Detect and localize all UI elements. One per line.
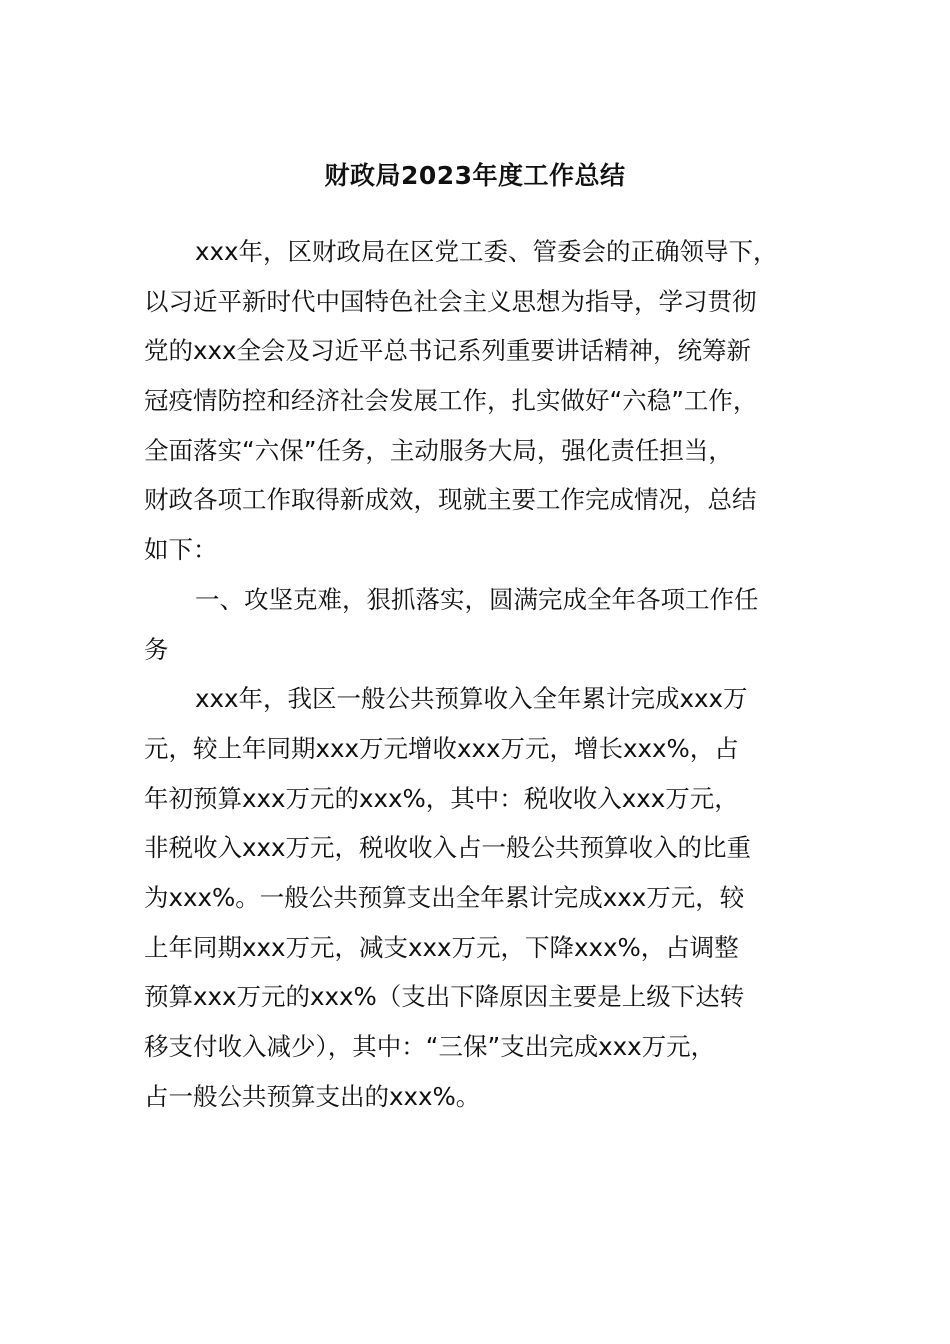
paragraph-line: 如下： xyxy=(144,535,218,565)
paragraph-line: 年初预算xxx万元的xxx%，其中：税收收入xxx万元， xyxy=(144,783,739,813)
paragraph-line: 占一般公共预算支出的xxx%。 xyxy=(144,1081,481,1111)
paragraph-line: xxx年，我区一般公共预算收入全年累计完成xxx万 xyxy=(195,684,748,714)
paragraph-line: 元，较上年同期xxx万元增收xxx万元，增长xxx%，占 xyxy=(144,733,739,763)
paragraph-line: 移支付收入减少），其中：“三保”支出完成xxx万元， xyxy=(144,1032,716,1061)
paragraph-line: 全面落实“六保”任务，主动服务大局，强化责任担当， xyxy=(144,435,733,465)
document-title: 财政局2023年度工作总结 xyxy=(324,161,626,190)
paragraph-line: 以习近平新时代中国特色社会主义思想为指导，学习贯彻 xyxy=(144,286,757,316)
paragraph-line: 非税收入xxx万元，税收收入占一般公共预算收入的比重 xyxy=(144,833,751,863)
paragraph-line: 冠疫情防控和经济社会发展工作，扎实做好“六稳”工作， xyxy=(144,386,758,416)
paragraph-line: 预算xxx万元的xxx%（支出下降原因主要是上级下达转 xyxy=(144,982,745,1012)
paragraph-line: xxx年，区财政局在区党工委、管委会的正确领导下， xyxy=(195,237,778,266)
section-heading-line: 务 xyxy=(144,634,169,664)
document-body xyxy=(144,227,812,1121)
paragraph-line: 为xxx%。一般公共预算支出全年累计完成xxx万元，较 xyxy=(144,882,745,912)
section-heading-line: 一、攻坚克难，狠抓落实，圆满完成全年各项工作任 xyxy=(195,584,759,614)
paragraph-line: 上年同期xxx万元，减支xxx万元，下降xxx%，占调整 xyxy=(144,932,739,962)
paragraph-line: 党的xxx全会及习近平总书记系列重要讲话精神，统筹新 xyxy=(144,336,751,366)
paragraph-line: 财政各项工作取得新成效，现就主要工作完成情况，总结 xyxy=(144,485,757,515)
